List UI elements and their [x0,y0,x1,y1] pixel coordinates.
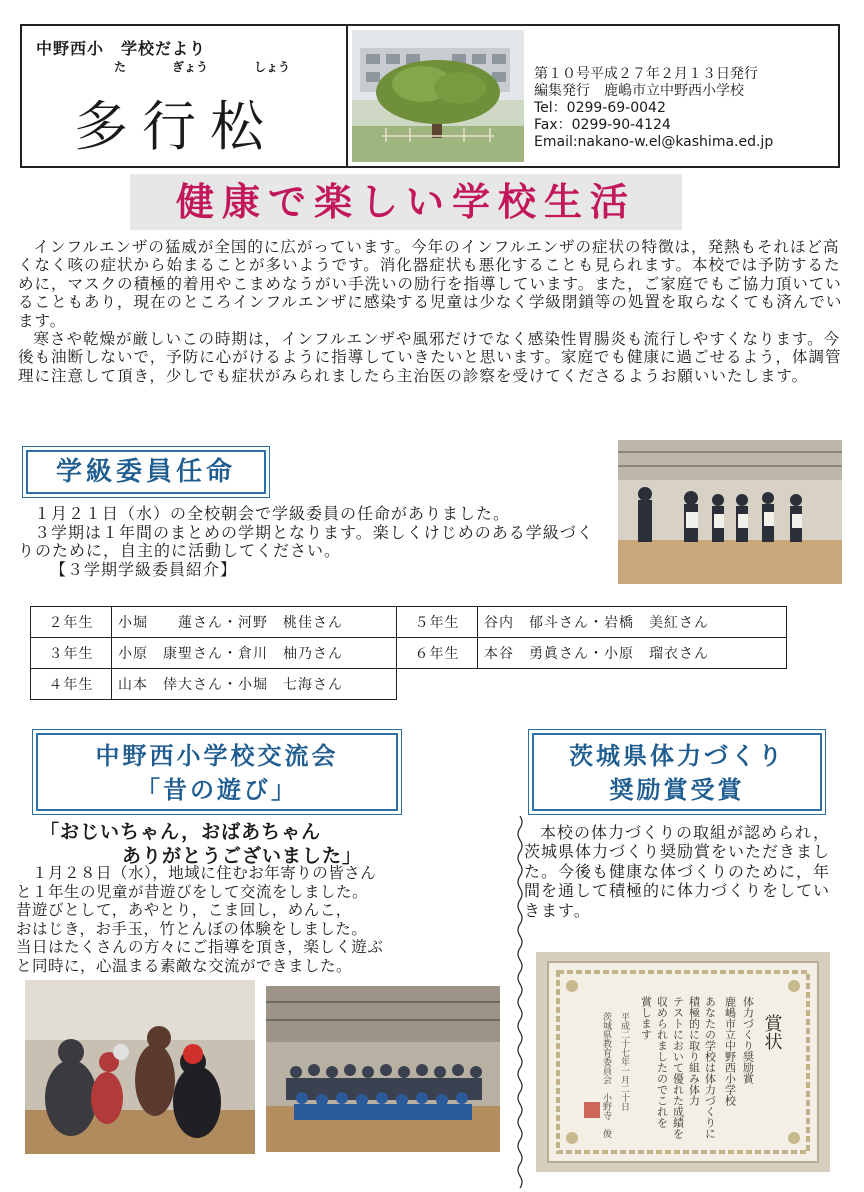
health-paragraph-2: 寒さや乾燥が厳しいこの時期は，インフルエンザや風邪だけでなく感染性胃腸炎も流行しやすくなります。今後も油断しないで，予防に心がけるように指導していきたいと思います。家庭でも健康に過ごせるよう，体調管理に注意して頂き，少しでも症状がみられましたら主治医の診察を受けてくださるようお願いいたします。 [18,330,842,385]
committee-heading: 学級委員任命 [26,450,266,494]
exchange-heading-line2: 「昔の遊び」 [136,776,298,804]
award-paragraph: 本校の体力づくりの取組が認められ，茨城県体力づくり奨励賞をいただきました。今後も健康な体づくりのために，年間を通して積極的に体力づくりをしていきます。 [524,823,831,920]
cert-body-5: 賞します [639,996,653,1040]
newsletter-title: 多行松 [74,95,278,158]
quote-line-1: 「おじいちゃん，おばあちゃん [40,821,322,843]
cert-issuer: 茨城県教育委員会 小野寺 俊 [601,1012,611,1138]
exchange-quote [40,820,362,868]
grade-cell: ２年生 [31,607,112,638]
table-row [31,638,787,669]
cert-body-1: あなたの学校は体力づくりに [703,996,717,1139]
exchange-line: 昔遊びとして，あやとり，こま回し，めんこ， [16,901,352,920]
exchange-line: 当日はたくさんの方々にご指導を頂き，楽しく遊ぶ [16,938,384,957]
exchange-line: と同時に，心温まる素敵な交流ができました。 [16,956,353,975]
table-row [31,607,787,638]
exchange-heading-line1: 中野西小学校交流会 [95,742,339,770]
headline: 健康で楽しい学校生活 [130,174,682,230]
exchange-line: おはじき，お手玉，竹とんぼの体験をしました。 [16,919,368,938]
names-cell: 本谷 勇眞さん・小原 瑠衣さん [478,638,787,669]
tel-line: Tel：0299-69-0042 [534,100,666,116]
committee-article [18,505,598,579]
publisher-line: 編集発行 鹿嶋市立中野西小学校 [534,83,744,99]
exchange-line: と１年生の児童が昔遊びをして交流をしました。 [16,882,369,901]
cert-seal [584,1102,600,1118]
award-article [524,823,838,920]
health-paragraph-1: インフルエンザの猛威が全国的に広がっています。今年のインフルエンザの症状の特徴は，発熱もそれほど高くなく咳の症状から始まることが多いようです。消化器症状も悪化することも見られます。本校では予防するために，マスクの積極的着用やこまめなうがい手洗いの励行を指導しています。また，ご家庭でもご協力頂いていることもあり，現在のところインフルエンザに感染する児童は少なく学級閉鎖等の処置を取らなくても済んでいます。 [18,238,843,330]
grade-cell: ６年生 [397,638,478,669]
grade-cell: ５年生 [397,607,478,638]
table-row [31,669,787,700]
email-line: Email:nakano-w.el@kashima.ed.jp [534,134,774,150]
issue-line: 第１０号平成２７年２月１３日発行 [534,66,758,82]
masthead [20,24,840,168]
quote-line-2: ありがとうございました」 [122,845,363,867]
grade-cell: ３年生 [31,638,112,669]
exchange-heading [36,733,398,811]
cert-school-name: 鹿嶋市立中野西小学校 [723,996,737,1106]
title-ruby-3: しょう [254,60,291,74]
cert-body-2: 積極的に取り組み体力 [687,996,701,1106]
exchange-line: １月２８日（水），地域に住むお年寄りの皆さん [16,864,377,882]
cert-title: 賞状 [761,1014,783,1050]
gymnasium-photo [618,440,842,584]
cert-award-name: 体力づくり奨励賞 [741,996,755,1084]
award-heading-line2: 奨励賞受賞 [609,776,745,804]
names-cell: 小堀 蓮さん・河野 桃佳さん [112,607,397,638]
cert-body-3: テストにおいて優れた成績を [671,996,685,1139]
names-cell: 山本 倖大さん・小堀 七海さん [112,669,397,700]
cert-body-4: 収められましたのでこれを [655,996,669,1128]
newsletter-subtitle: 中野西小 学校だより [36,39,207,58]
committee-paragraph-2: ３学期は１年間のまとめの学期となります。楽しくけじめのある学級づくりのために，自主的に活動してください。 [18,522,594,561]
grade-cell: ４年生 [31,669,112,700]
committee-table-title: 【３学期学級委員紹介】 [50,559,238,579]
names-cell: 谷内 郁斗さん・岩橋 美紅さん [478,607,787,638]
masthead-title-panel [22,26,348,166]
committee-paragraph-1: １月２１日（水）の全校朝会で学級委員の任命がありました。 [34,504,511,523]
title-ruby-1: た [114,60,127,74]
group-photo [266,986,500,1152]
cert-date: 平成二十七年一月二十日 [619,1012,629,1111]
award-heading-line1: 茨城県体力づくり [569,742,785,770]
health-article [18,238,846,385]
award-heading [532,733,822,811]
exchange-article [16,864,506,976]
publication-info [534,66,773,151]
award-certificate-photo [536,952,830,1172]
fax-line: Fax：0299-90-4124 [534,117,671,133]
title-ruby-2: ぎょう [172,60,209,74]
wavy-divider [516,816,524,1190]
pine-tree-photo [352,30,524,162]
committee-table [30,606,787,700]
elders-playing-photo [25,980,255,1154]
names-cell: 小原 康聖さん・倉川 柚乃さん [112,638,397,669]
